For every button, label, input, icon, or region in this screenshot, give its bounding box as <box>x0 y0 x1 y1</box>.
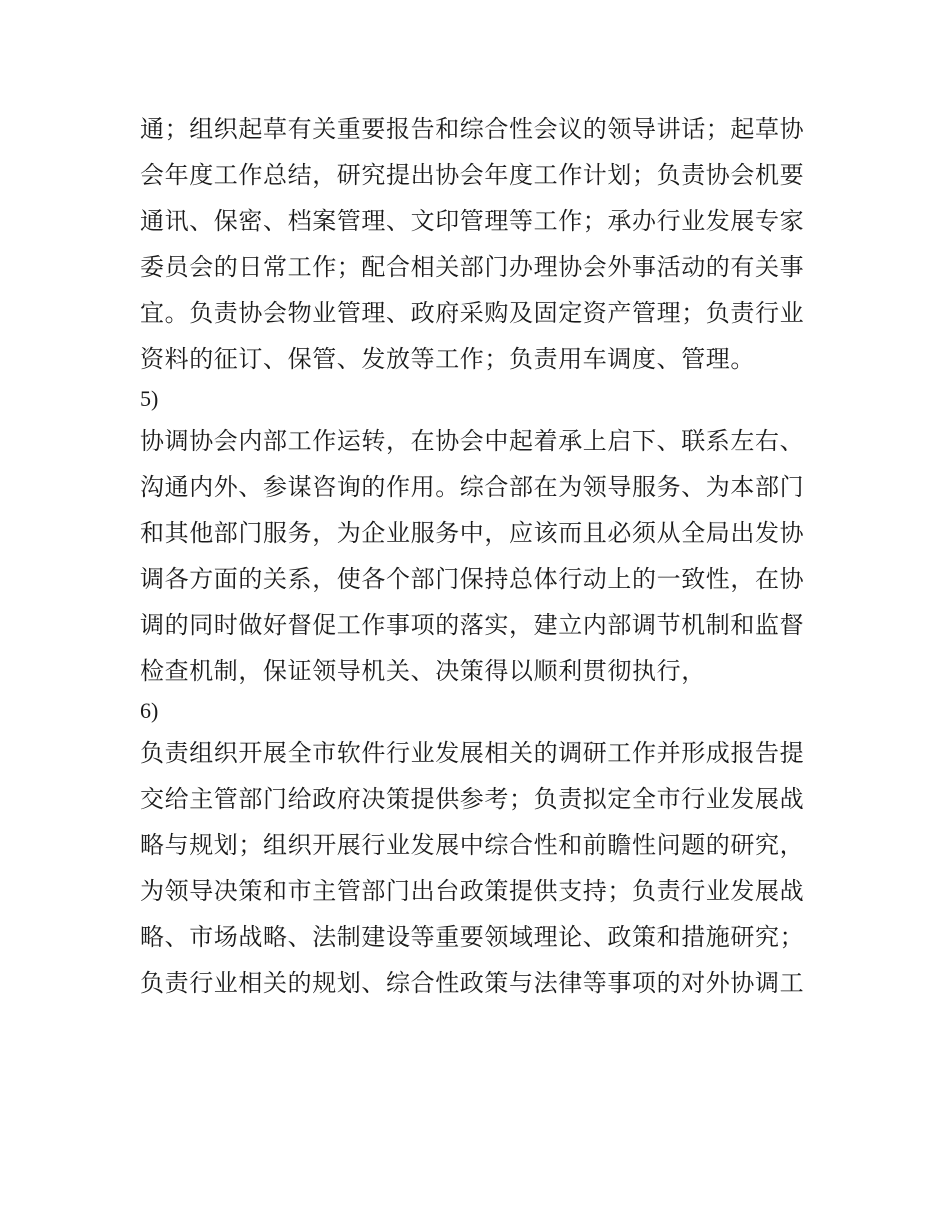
text-line: 会年度工作总结，研究提出协会年度工作计划；负责协会机要 <box>140 161 805 189</box>
paragraph-item-5 <box>140 418 830 694</box>
text-line: 宜。负责协会物业管理、政府采购及固定资产管理；负责行业 <box>140 299 805 327</box>
text-line: 调各方面的关系，使各个部门保持总体行动上的一致性，在协 <box>140 565 805 593</box>
text-line: 通讯、保密、档案管理、文印管理等工作；承办行业发展专家 <box>140 207 805 235</box>
document-body <box>140 106 830 1006</box>
text-line: 协调协会内部工作运转，在协会中起着承上启下、联系左右、 <box>140 427 805 455</box>
list-marker: 6) <box>140 698 159 723</box>
text-line: 检查机制，保证领导机关、决策得以顺利贯彻执行， <box>140 657 706 685</box>
text-line: 交给主管部门给政府决策提供参考；负责拟定全市行业发展战 <box>140 785 805 813</box>
text-line: 略与规划；组织开展行业发展中综合性和前瞻性问题的研究， <box>140 831 805 859</box>
text-line: 为领导决策和市主管部门出台政策提供支持；负责行业发展战 <box>140 877 805 905</box>
text-line: 和其他部门服务，为企业服务中，应该而且必须从全局出发协 <box>140 519 805 547</box>
text-line: 负责行业相关的规划、综合性政策与法律等事项的对外协调工 <box>140 969 805 997</box>
list-marker: 5) <box>140 386 159 411</box>
text-line: 调的同时做好督促工作事项的落实，建立内部调节机制和监督 <box>140 611 805 639</box>
text-line: 委员会的日常工作；配合相关部门办理协会外事活动的有关事 <box>140 253 805 281</box>
text-line: 资料的征订、保管、发放等工作；负责用车调度、管理。 <box>140 345 755 373</box>
paragraph-continued <box>140 106 830 382</box>
text-line: 通；组织起草有关重要报告和综合性会议的领导讲话；起草协 <box>140 115 805 143</box>
text-line: 沟通内外、参谋咨询的作用。综合部在为领导服务、为本部门 <box>140 473 805 501</box>
text-line: 略、市场战略、法制建设等重要领域理论、政策和措施研究； <box>140 923 805 951</box>
paragraph-item-6 <box>140 730 830 1006</box>
text-line: 负责组织开展全市软件行业发展相关的调研工作并形成报告提 <box>140 739 805 767</box>
